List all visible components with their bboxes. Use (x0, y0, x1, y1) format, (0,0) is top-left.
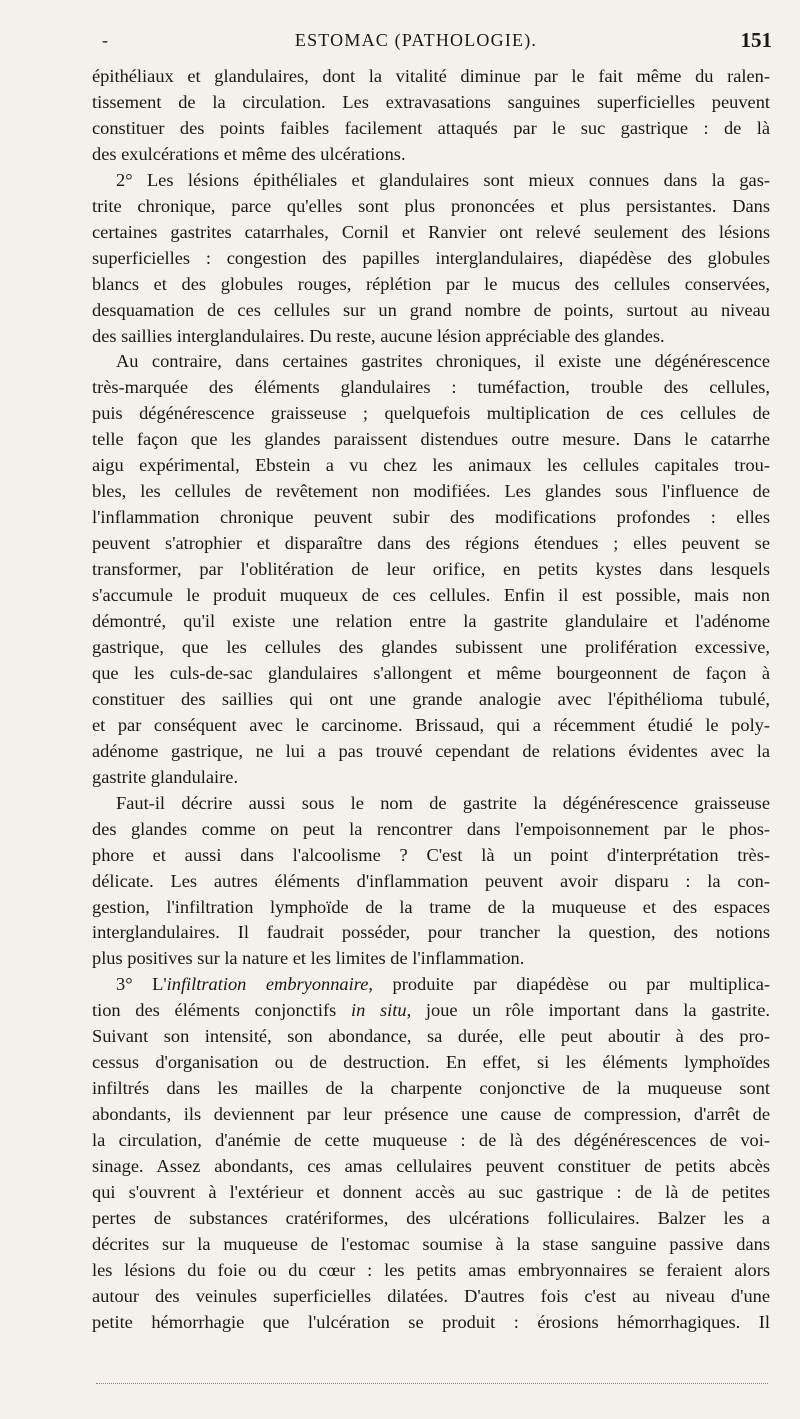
text-line: des glandes comme on peut la rencontrer dans l'empoisonnement par le phos- (92, 818, 770, 839)
text-line: décrites sur la muqueuse de l'estomac soumise à la stase sanguine passive dans (92, 1233, 770, 1254)
text-line: Faut-il décrire aussi sous le nom de gastrite la dégénérescence graisseuse (116, 792, 770, 813)
text-line: puis dégénérescence graisseuse ; quelquefois multiplication de ces cellules de (92, 403, 770, 424)
text-line: aigu expérimental, Ebstein a vu chez les animaux les cellules capitales trou- (92, 455, 770, 476)
text-line: blancs et des globules rouges, réplétion par le mucus des cellules conservées, (92, 273, 770, 294)
running-head: ESTOMAC (PATHOLOGIE). (294, 30, 538, 50)
text-line: tissement de la circulation. Les extravasations sanguines superficielles peuvent (92, 91, 770, 112)
text-line: pertes de substances cratériformes, des ulcérations folliculaires. Balzer les a (92, 1207, 770, 1228)
footer-dotted-rule (96, 1383, 768, 1384)
text-line: abondants, ils deviennent par leur présence une cause de compression, d'arrêt de (92, 1104, 770, 1125)
text-line: tion des éléments conjonctifs in situ, joue un rôle important dans la gastrite. (92, 1000, 770, 1021)
text-line: gastrique, que les cellules des glandes subissent une prolifération excessive, (92, 636, 770, 657)
text-line: peuvent s'atrophier et disparaître dans des régions étendues ; elles peuvent se (92, 533, 770, 554)
text-line: gastrite glandulaire. (92, 766, 239, 787)
text-line: telle façon que les glandes paraissent distendues outre mesure. Dans le catarrhe (92, 429, 770, 450)
text-line: que les culs-de-sac glandulaires s'allongent et même bourgeonnent de façon à (92, 662, 770, 683)
text-line: et par conséquent avec le carcinome. Brissaud, qui a récemment étudié le poly- (92, 714, 770, 735)
header-dash: - (102, 30, 108, 50)
page-number: 151 (740, 28, 772, 52)
text-line: adénome gastrique, ne lui a pas trouvé cependant de relations évidentes avec la (92, 740, 770, 761)
text-line: Au contraire, dans certaines gastrites chroniques, il existe une dégénérescence (116, 351, 770, 372)
text-line: la circulation, d'anémie de cette muqueuse : de là des dégénérescences de voi- (92, 1130, 770, 1151)
text-line: sinage. Assez abondants, ces amas cellulaires peuvent constituer de petits abcès (92, 1156, 770, 1177)
text-line: l'inflammation chronique peuvent subir des modifications profondes : elles (92, 507, 770, 528)
italic-term: infiltration embryonnaire (166, 974, 369, 995)
text-line: Suivant son intensité, son abondance, sa durée, elle peut aboutir à des pro- (92, 1026, 770, 1047)
text-line: superficielles : congestion des papilles interglandulaires, diapédèse des globules (92, 247, 770, 268)
text-line: constituer des saillies qui ont une grande analogie avec l'épithélioma tubulé, (92, 688, 770, 709)
text-line: 2° Les lésions épithéliales et glandulaires sont mieux connues dans la gas- (116, 169, 770, 190)
text-line: petite hémorrhagie que l'ulcération se produit : érosions hémorrhagiques. Il (92, 1311, 770, 1332)
page-header (60, 28, 772, 56)
body-text (92, 64, 770, 1336)
text-line: des exulcérations et même des ulcérations. (92, 143, 406, 164)
text-line: les lésions du foie ou du cœur : les petits amas embryonnaires se feraient alors (92, 1259, 770, 1280)
text-line: certaines gastrites catarrhales, Cornil et Ranvier ont relevé seulement des lésions (92, 221, 770, 242)
text-line: plus positives sur la nature et les limites de l'inflammation. (92, 948, 525, 969)
text-line: qui s'ouvrent à l'extérieur et donnent accès au suc gastrique : de là de petites (92, 1181, 770, 1202)
text-line: bles, les cellules de revêtement non modifiées. Les glandes sous l'influence de (92, 481, 770, 502)
italic-term: in situ (351, 1000, 407, 1021)
text-line: s'accumule le produit muqueux de ces cellules. Enfin il est possible, mais non (92, 585, 770, 606)
text-line: desquamation de ces cellules sur un grand nombre de points, surtout au niveau (92, 299, 770, 320)
text-line: 3° L'infiltration embryonnaire, produite par diapédèse ou par multiplica- (116, 974, 770, 995)
text-line: épithéliaux et glandulaires, dont la vitalité diminue par le fait même du ralen- (92, 66, 770, 86)
text-line: phore et aussi dans l'alcoolisme ? C'est là un point d'interprétation très- (92, 844, 770, 865)
text-line: trite chronique, parce qu'elles sont plus prononcées et plus persistantes. Dans (92, 195, 770, 216)
text-line: des saillies interglandulaires. Du reste, aucune lésion appréciable des glandes. (92, 325, 665, 346)
text-line: autour des veinules superficielles dilatées. D'autres fois c'est au niveau d'une (92, 1285, 770, 1306)
text-line: démontré, qu'il existe une relation entre la gastrite glandulaire et l'adénome (92, 611, 770, 632)
text-line: interglandulaires. Il faudrait posséder, pour trancher la question, des notions (92, 922, 770, 943)
text-line: délicate. Les autres éléments d'inflammation peuvent avoir disparu : la con- (92, 870, 770, 891)
text-line: cessus d'organisation ou de destruction. En effet, si les éléments lymphoïdes (92, 1052, 770, 1073)
text-line: infiltrés dans les mailles de la charpente conjonctive de la muqueuse sont (92, 1078, 770, 1099)
text-line: transformer, par l'oblitération de leur orifice, en petits kystes dans lesquels (92, 559, 770, 580)
text-line: très-marquée des éléments glandulaires : tuméfaction, trouble des cellules, (92, 377, 770, 398)
text-line: gestion, l'infiltration lymphoïde de la trame de la muqueuse et des espaces (92, 896, 770, 917)
text-line: constituer des points faibles facilement attaqués par le suc gastrique : de là (92, 117, 770, 138)
